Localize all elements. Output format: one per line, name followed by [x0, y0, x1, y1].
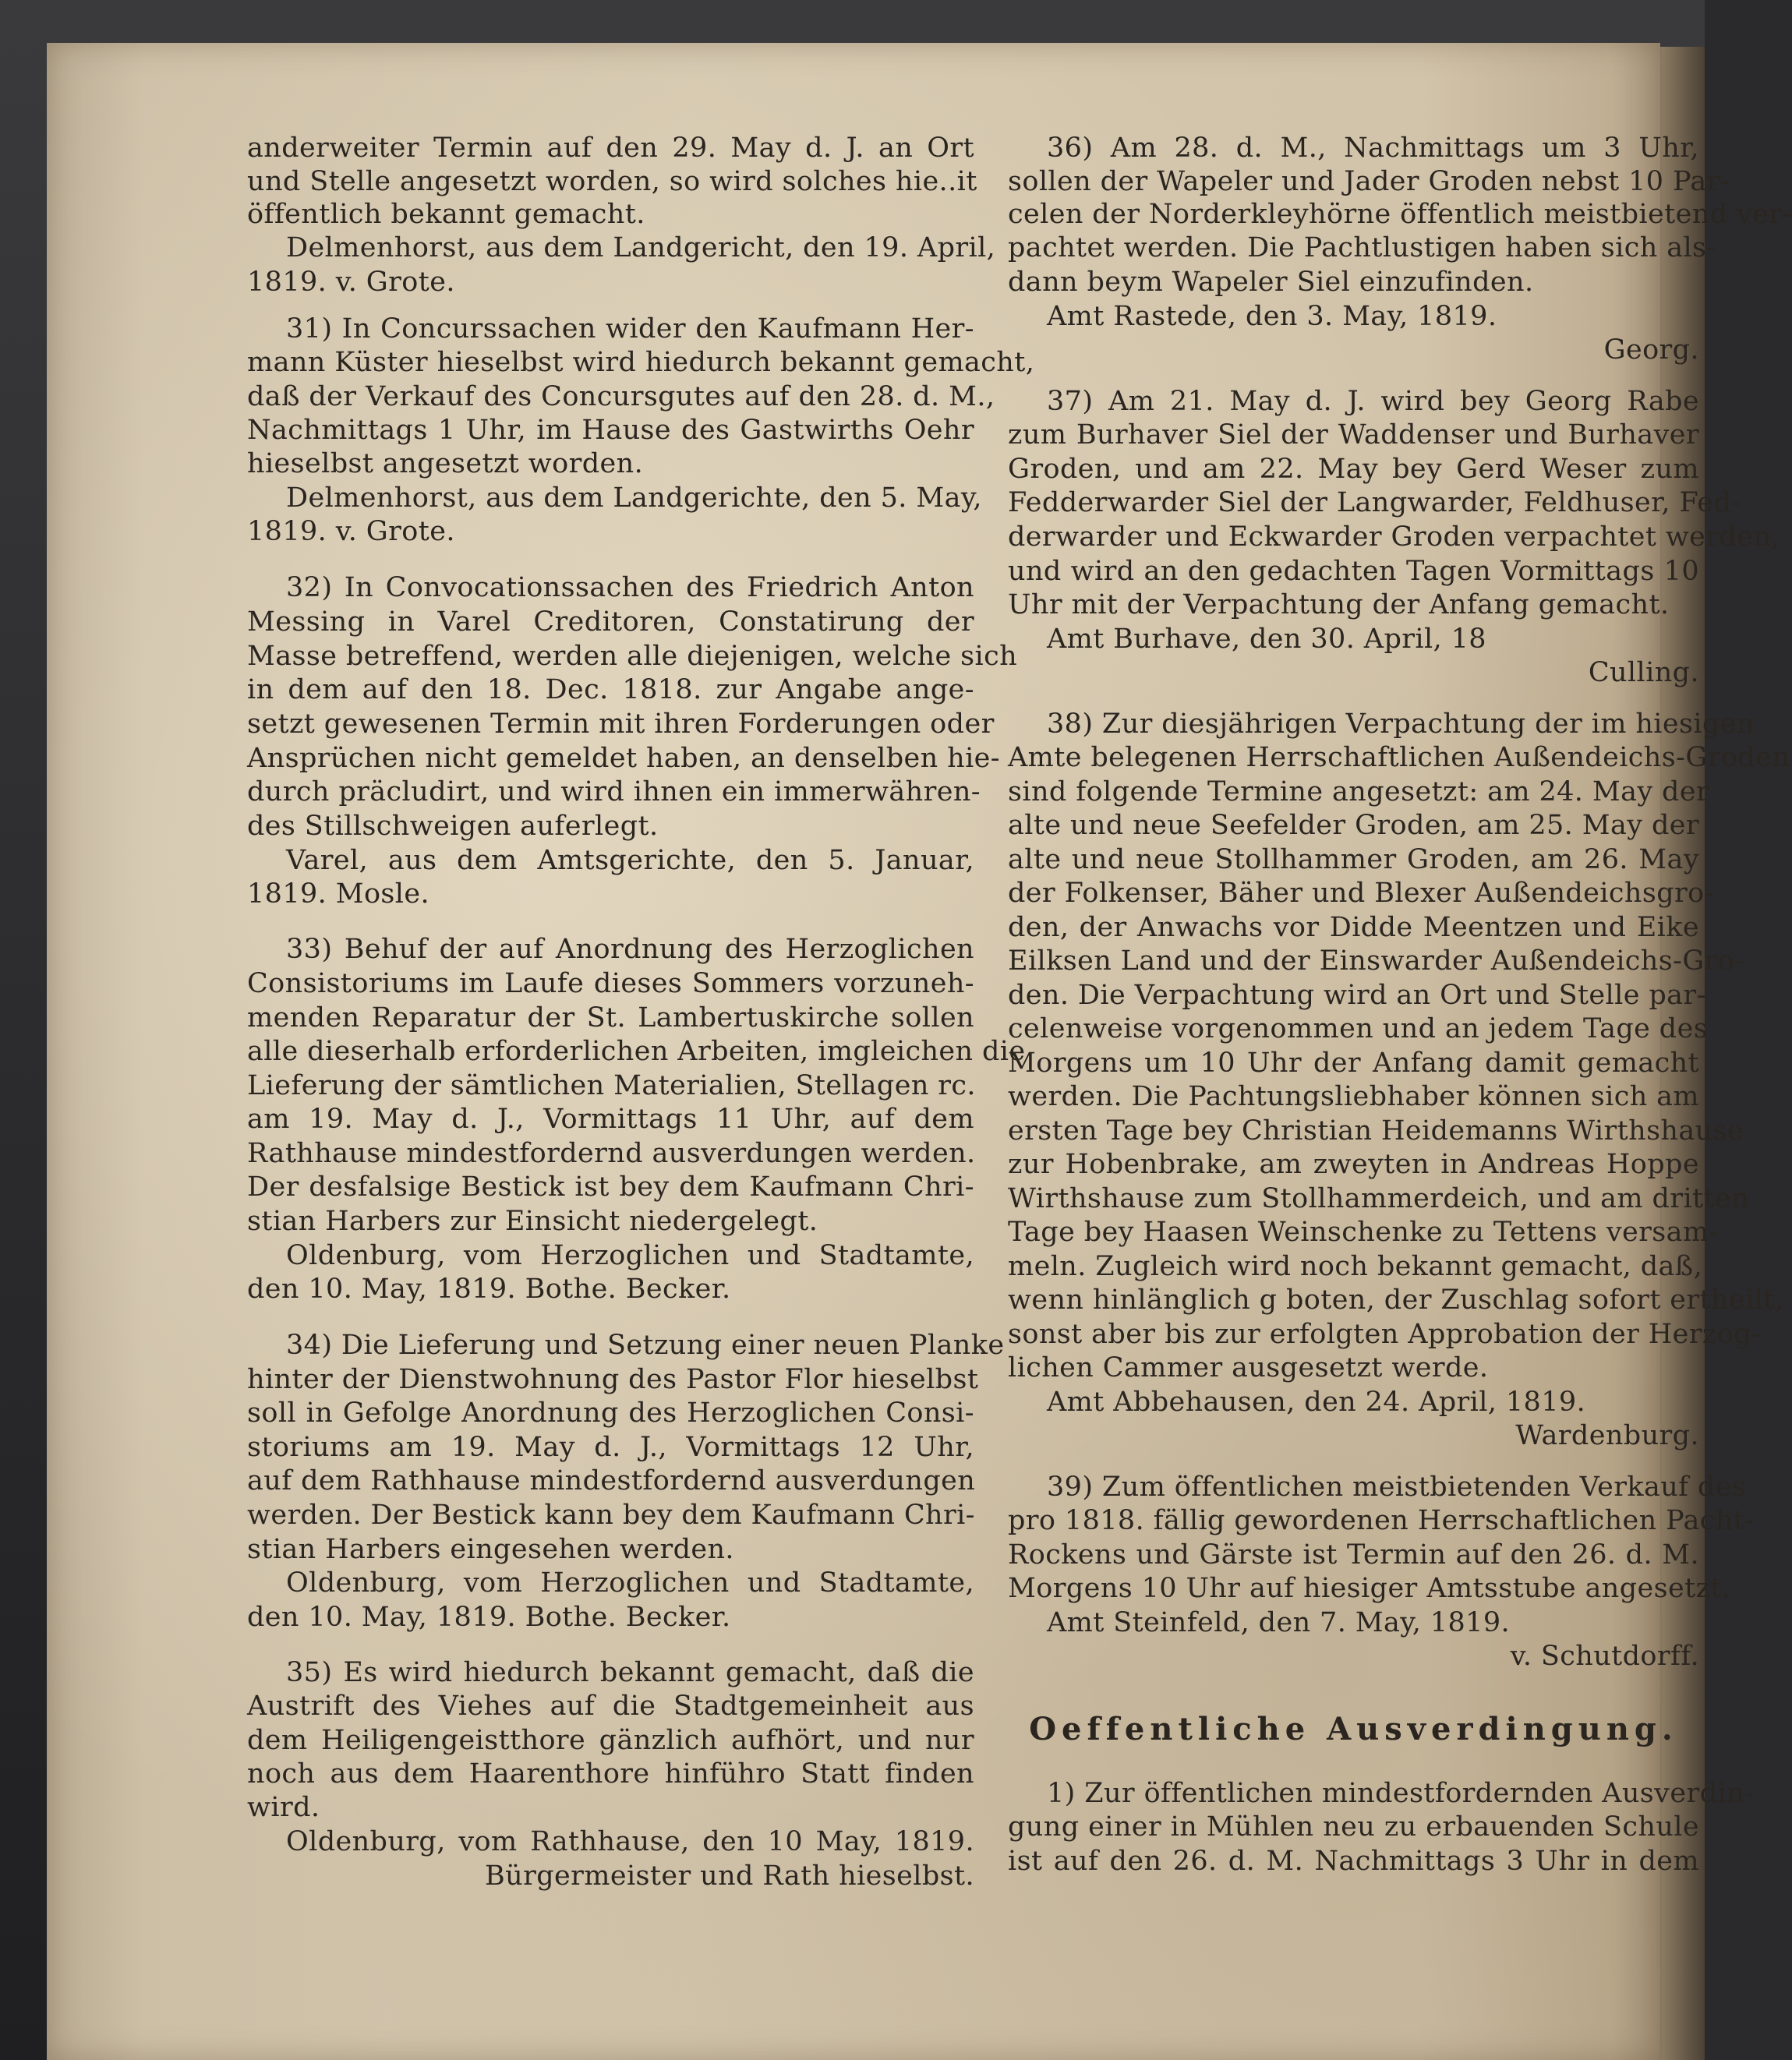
left-column-line: Bürgermeister und Rath hieselbst. — [485, 1860, 974, 1892]
left-column-line: 34) Die Lieferung und Setzung einer neuen Planke — [286, 1330, 1005, 1361]
left-column-line: 33) Behuf der auf Anordnung des Herzoglichen — [286, 934, 974, 965]
right-column-line: sollen der Wapeler und Jader Groden nebst 10 Par- — [1008, 166, 1730, 197]
left-column-line: menden Reparatur der St. Lambertuskirche sollen — [247, 1002, 974, 1034]
left-column-line: noch aus dem Haarenthore hinführo Statt finden — [247, 1758, 974, 1790]
left-column-line: hieselbst angesetzt worden. — [247, 448, 644, 479]
right-column-line: sonst aber bis zur erfolgten Approbation der Herzog- — [1008, 1319, 1762, 1350]
left-column-line: Messing in Varel Creditoren, Constatirung der — [247, 606, 974, 638]
right-column-line: alte und neue Seefelder Groden, am 25. May der — [1008, 810, 1699, 841]
left-column-line: alle dieserhalb erforderlichen Arbeiten, imgleichen die — [247, 1036, 1026, 1067]
right-column-line: werden. Die Pachtungsliebhaber können sich am — [1008, 1081, 1700, 1112]
left-column-line: 32) In Convocationssachen des Friedrich Anton — [286, 572, 974, 603]
right-column-line: alte und neue Stollhammer Groden, am 26. May — [1008, 844, 1699, 875]
right-column-line: Amt Steinfeld, den 7. May, 1819. — [1047, 1607, 1511, 1638]
left-column-line: mann Küster hieselbst wird hiedurch bekannt gemacht, — [247, 347, 1035, 378]
left-column-line: 1819. v. Grote. — [247, 267, 455, 298]
left-column-line: Oldenburg, vom Rathhause, den 10 May, 1819. — [286, 1826, 974, 1857]
right-column-line: meln. Zugleich wird noch bekannt gemacht, daß, — [1008, 1251, 1703, 1282]
left-column-line: 31) In Concurssachen wider den Kaufmann Her- — [286, 313, 974, 345]
right-column-line: Amt Rastede, den 3. May, 1819. — [1047, 301, 1497, 332]
right-column-line: celenweise vorgenommen und an jedem Tage des — [1008, 1013, 1709, 1044]
left-column-line: hinter der Dienstwohnung des Pastor Flor hieselbst — [247, 1364, 979, 1395]
left-column-line: Lieferung der sämtlichen Materialien, Stellagen rc. — [247, 1070, 976, 1101]
right-column-line: 36) Am 28. d. M., Nachmittags um 3 Uhr, — [1047, 133, 1699, 164]
left-column-line: in dem auf den 18. Dec. 1818. zur Angabe ange- — [247, 674, 974, 705]
right-column-line: Morgens 10 Uhr auf hiesiger Amtsstube angesetzt. — [1008, 1573, 1731, 1604]
left-column-line: Rathhause mindestfordernd ausverdungen werden. — [247, 1138, 976, 1169]
left-column-line: Der desfalsige Bestick ist bey dem Kaufmann Chri- — [247, 1171, 974, 1203]
right-column-line: derwarder und Eckwarder Groden verpachtet werden, — [1008, 521, 1780, 553]
right-column-line: Eilksen Land und der Einswarder Außendeichs-Gro- — [1008, 945, 1744, 977]
right-column-line: lichen Cammer ausgesetzt werde. — [1008, 1352, 1489, 1383]
right-column-line: zur Hobenbrake, am zweyten in Andreas Hoppe — [1008, 1149, 1699, 1180]
left-column-line: soll in Gefolge Anordnung des Herzoglichen Consi- — [247, 1397, 974, 1429]
newspaper-page — [47, 43, 1792, 2060]
left-column-line: 1819. Mosle. — [247, 878, 430, 910]
left-column-line: auf dem Rathhause mindestfordernd ausverdungen — [247, 1465, 976, 1496]
right-column-line: Morgens um 10 Uhr der Anfang damit gemacht — [1008, 1048, 1699, 1079]
right-column-line: pro 1818. fällig gewordenen Herrschaftlichen Pacht- — [1008, 1505, 1755, 1536]
right-column-line: Uhr mit der Verpachtung der Anfang gemacht. — [1008, 589, 1670, 620]
left-column-line: durch präcludirt, und wird ihnen ein immerwähren- — [247, 776, 981, 807]
right-column-line: Amt Burhave, den 30. April, 18 — [1047, 624, 1486, 655]
left-column-line: daß der Verkauf des Concursgutes auf den 28. d. M., — [247, 381, 995, 412]
left-column-line: werden. Der Bestick kann bey dem Kaufmann Chri- — [247, 1500, 975, 1531]
right-column-line: v. Schutdorff. — [1510, 1641, 1699, 1672]
right-column-line: Rockens und Gärste ist Termin auf den 26. d. M. — [1008, 1539, 1699, 1571]
right-column-line: pachtet werden. Die Pachtlustigen haben sich als- — [1008, 232, 1716, 263]
right-column-line: Oeffentliche Ausverdingung. — [1029, 1711, 1678, 1747]
left-column-line: anderweiter Termin auf den 29. May d. J. an Ort — [247, 133, 974, 164]
left-column-line: Delmenhorst, aus dem Landgerichte, den 5. May, — [286, 482, 982, 514]
left-column-line: dem Heiligengeistthore gänzlich aufhört, und nur — [247, 1725, 974, 1756]
right-column-line: 38) Zur diesjährigen Verpachtung der im hiesigen — [1047, 708, 1755, 740]
right-column-line: Tage bey Haasen Weinschenke zu Tettens versam- — [1008, 1217, 1719, 1248]
left-column-line: den 10. May, 1819. Bothe. Becker. — [247, 1602, 731, 1633]
right-column-line: sind folgende Termine angesetzt: am 24. May der — [1008, 776, 1710, 807]
right-column-line: Georg. — [1603, 334, 1699, 366]
left-column-line: Consistoriums im Laufe dieses Sommers vorzuneh- — [247, 968, 974, 999]
left-column-line: öffentlich bekannt gemacht. — [247, 199, 645, 230]
right-column-line: den. Die Verpachtung wird an Ort und Stelle par- — [1008, 980, 1706, 1011]
left-column-line: Oldenburg, vom Herzoglichen und Stadtamte, — [286, 1567, 974, 1599]
left-column-line: stian Harbers eingesehen werden. — [247, 1534, 734, 1565]
right-column-line: 39) Zum öffentlichen meistbietenden Verkauf des — [1047, 1472, 1747, 1503]
right-column-line: und wird an den gedachten Tagen Vormittags 10 — [1008, 556, 1699, 587]
left-column-line: 35) Es wird hiedurch bekannt gemacht, daß die — [286, 1657, 974, 1688]
left-column-line: Nachmittags 1 Uhr, im Hause des Gastwirths Oehr — [247, 415, 974, 446]
left-column-line: 1819. v. Grote. — [247, 516, 455, 547]
right-column-line: Groden, und am 22. May bey Gerd Weser zum — [1008, 454, 1699, 485]
right-column-line: wenn hinlänglich g boten, der Zuschlag sofort ertheilt, — [1008, 1284, 1784, 1316]
right-column-line: 1) Zur öffentlichen mindestfordernden Ausverdin- — [1047, 1778, 1755, 1809]
left-column-line: Ansprüchen nicht gemeldet haben, an denselben hie- — [247, 743, 1001, 774]
left-column-line: des Stillschweigen auferlegt. — [247, 811, 659, 842]
left-column-line: wird. — [247, 1792, 320, 1823]
right-column-line: der Folkenser, Bäher und Blexer Außendeichsgro- — [1008, 878, 1714, 909]
right-column-line: ist auf den 26. d. M. Nachmittags 3 Uhr in dem — [1008, 1846, 1699, 1877]
left-column-line: den 10. May, 1819. Bothe. Becker. — [247, 1274, 731, 1305]
left-column-line: Delmenhorst, aus dem Landgericht, den 19. April, — [286, 232, 996, 263]
left-column-line: am 19. May d. J., Vormittags 11 Uhr, auf dem — [247, 1104, 974, 1135]
left-column-line: stian Harbers zur Einsicht niedergelegt. — [247, 1206, 818, 1237]
right-column-line: celen der Norderkleyhörne öffentlich meistbietend ver- — [1008, 199, 1792, 230]
right-column-line: Amte belegenen Herrschaftlichen Außendeichs-Groden — [1008, 742, 1790, 773]
right-column-line: ersten Tage bey Christian Heidemanns Wirthshause — [1008, 1115, 1744, 1147]
right-column-line: gung einer in Mühlen neu zu erbauenden Schule — [1008, 1811, 1699, 1843]
left-column-line: Varel, aus dem Amtsgerichte, den 5. Januar, — [286, 845, 974, 876]
left-column-line: Masse betreffend, werden alle diejenigen, welche sich — [247, 641, 1018, 672]
right-column-line: den, der Anwachs vor Didde Meentzen und Eike — [1008, 912, 1699, 943]
right-column-line: Wardenburg. — [1515, 1420, 1699, 1451]
right-column-line: 37) Am 21. May d. J. wird bey Georg Rabe — [1047, 386, 1699, 417]
right-column-line: Wirthshause zum Stollhammerdeich, und am dritten — [1008, 1183, 1750, 1214]
left-column-line: und Stelle angesetzt worden, so wird solches hie..it — [247, 166, 977, 197]
right-column-line: Fedderwarder Siel der Langwarder, Feldhuser, Fed- — [1008, 487, 1741, 518]
right-column-line: dann beym Wapeler Siel einzufinden. — [1008, 267, 1534, 298]
left-column-line: Oldenburg, vom Herzoglichen und Stadtamte, — [286, 1240, 974, 1271]
left-column-line: setzt gewesenen Termin mit ihren Forderungen oder — [247, 708, 995, 740]
right-column-line: zum Burhaver Siel der Waddenser und Burhaver — [1008, 419, 1699, 451]
right-column-line: Amt Abbehausen, den 24. April, 1819. — [1047, 1387, 1586, 1418]
right-column-line: Culling. — [1588, 657, 1699, 688]
left-column-line: Austrift des Viehes auf die Stadtgemeinheit aus — [247, 1691, 974, 1722]
left-column-line: storiums am 19. May d. J., Vormittags 12 Uhr, — [247, 1432, 974, 1463]
